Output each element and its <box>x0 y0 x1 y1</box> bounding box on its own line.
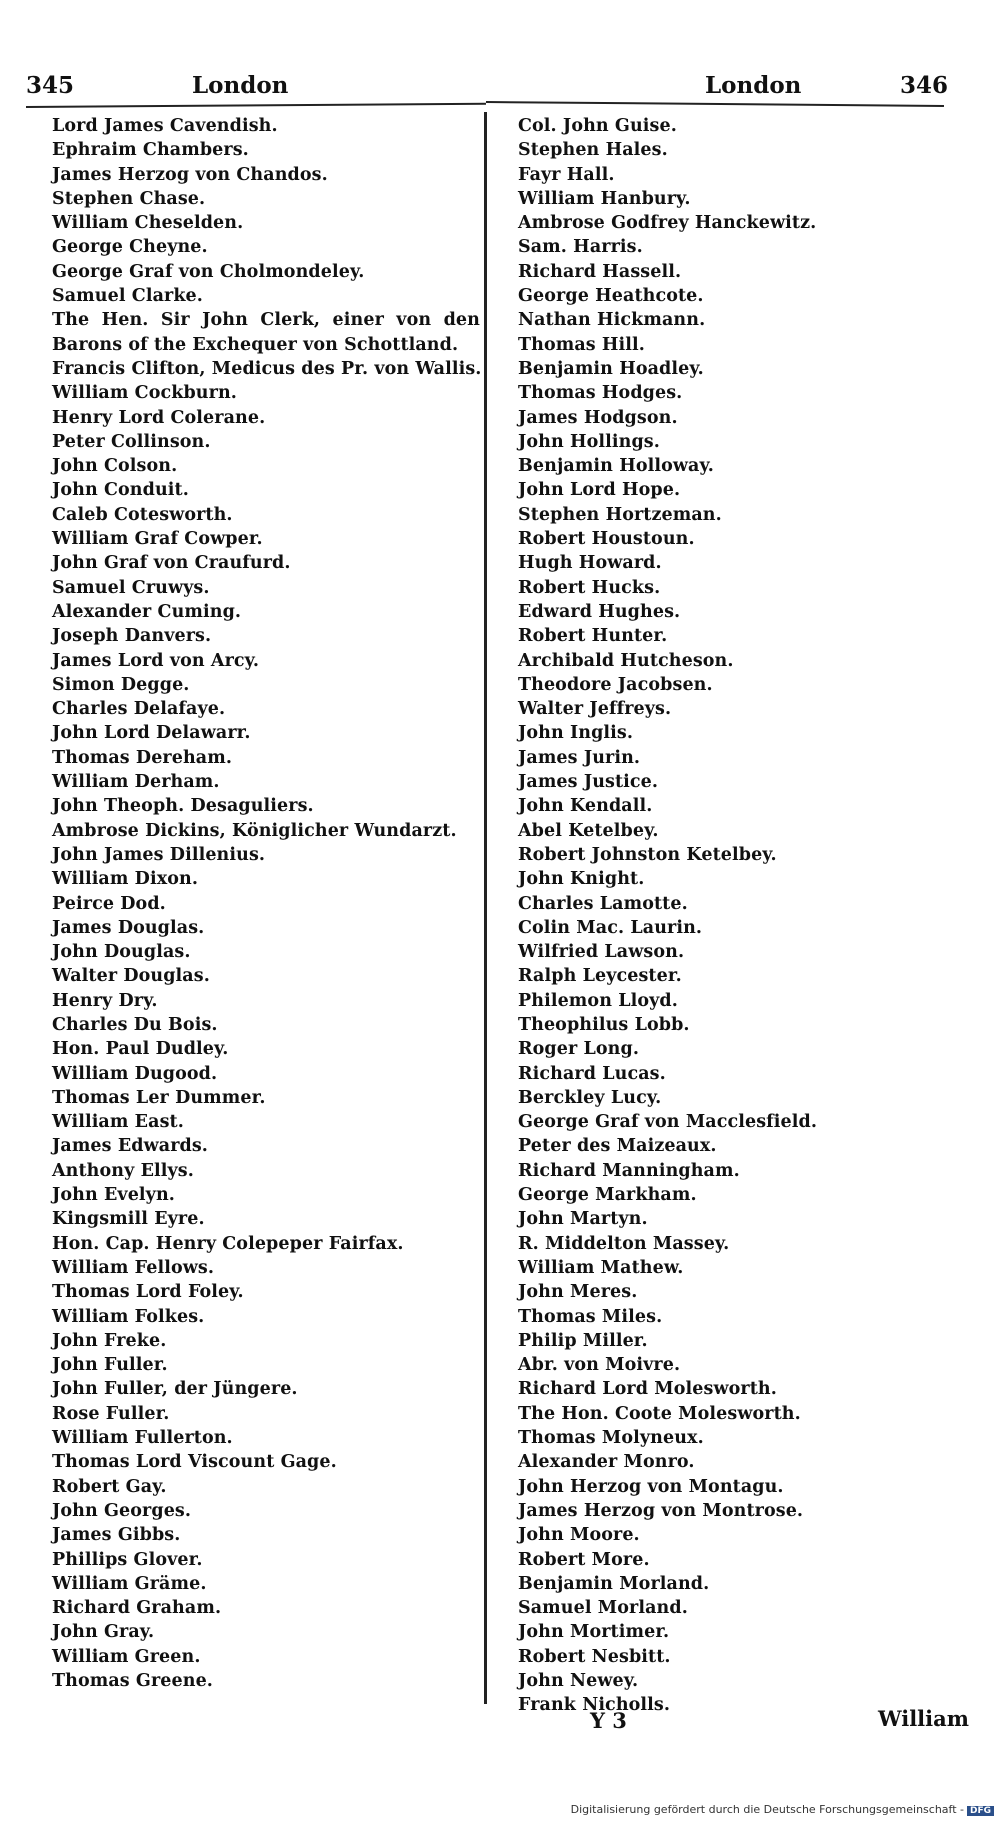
header-rule-right <box>486 101 944 107</box>
list-item: William Fullerton. <box>52 1428 233 1449</box>
list-item: Frank Nicholls. <box>518 1695 671 1716</box>
digitization-footer <box>571 1803 994 1816</box>
list-item: William Dugood. <box>52 1063 218 1084</box>
list-item: James Herzog von Montrose. <box>518 1500 804 1521</box>
list-item: John Kendall. <box>518 796 653 817</box>
list-item: Thomas Greene. <box>52 1671 214 1691</box>
list-item: Charles Du Bois. <box>52 1014 218 1035</box>
list-item: Hon. Paul Dudley. <box>52 1039 229 1060</box>
list-item: Samuel Morland. <box>518 1598 688 1619</box>
list-item: Abel Ketelbey. <box>518 820 659 841</box>
list-item: Kingsmill Eyre. <box>52 1209 205 1230</box>
list-item: George Graf von Cholmondeley. <box>52 261 365 282</box>
list-item: James Justice. <box>518 772 659 793</box>
list-item: Charles Delafaye. <box>52 699 226 720</box>
list-item: William Cheselden. <box>52 213 244 234</box>
list-item: John Evelyn. <box>52 1185 175 1206</box>
list-item: John Fuller. <box>52 1355 168 1376</box>
list-item: John Lord Hope. <box>518 480 681 501</box>
list-item: William Derham. <box>52 772 220 793</box>
list-item: Colin Mac. Laurin. <box>518 917 703 938</box>
list-item: Alexander Cuming. <box>52 601 242 622</box>
header-rule-left <box>26 103 486 108</box>
list-item: James Gibbs. <box>52 1525 181 1546</box>
list-item: Abr. von Moivre. <box>518 1355 681 1376</box>
list-item: James Douglas. <box>52 917 205 938</box>
list-item: Rose Fuller. <box>52 1403 170 1424</box>
list-item: The Hen. Sir John Clerk, einer von den Barons of the Exchequer von Schottland. <box>52 310 480 355</box>
list-item: Thomas Hodges. <box>518 383 683 404</box>
left-page-number: 345 <box>26 72 75 99</box>
list-item: Col. John Guise. <box>518 116 677 136</box>
list-item: John Martyn. <box>518 1209 648 1230</box>
list-item: Stephen Hales. <box>518 140 668 161</box>
list-item: James Herzog von Chandos. <box>52 164 328 185</box>
list-item: Robert Hucks. <box>518 577 661 598</box>
list-item: John Moore. <box>518 1525 640 1546</box>
column-divider <box>484 112 487 1704</box>
list-item: John Freke. <box>52 1330 167 1351</box>
list-item: Thomas Lord Viscount Gage. <box>52 1452 337 1473</box>
list-item: R. Middelton Massey. <box>518 1233 730 1254</box>
right-running-title: London <box>705 72 802 99</box>
list-item: John Graf von Craufurd. <box>52 553 291 574</box>
list-item: George Markham. <box>518 1185 697 1206</box>
list-item: William East. <box>52 1112 184 1133</box>
list-item: Robert Houstoun. <box>518 529 695 550</box>
list-item: William Cockburn. <box>52 383 237 404</box>
list-item: Ephraim Chambers. <box>52 140 249 161</box>
list-item: Robert Nesbitt. <box>518 1646 671 1667</box>
list-item: John Inglis. <box>518 723 634 744</box>
list-item: Lord James Cavendish. <box>52 116 278 136</box>
list-item: Ambrose Dickins, Königlicher Wundarzt. <box>52 820 457 841</box>
list-item: Philip Miller. <box>518 1330 648 1351</box>
list-item: Thomas Hill. <box>518 334 645 355</box>
list-item: Hon. Cap. Henry Colepeper Fairfax. <box>52 1233 404 1254</box>
left-running-title: London <box>192 72 289 99</box>
dfg-logo: DFG <box>967 1806 994 1816</box>
left-name-list <box>52 114 480 1693</box>
list-item: Alexander Monro. <box>518 1452 695 1473</box>
list-item: Robert More. <box>518 1549 650 1570</box>
list-item: William Dixon. <box>52 869 199 890</box>
list-item: John Herzog von Montagu. <box>518 1476 784 1497</box>
list-item: William Green. <box>52 1646 201 1667</box>
list-item: Roger Long. <box>518 1039 640 1060</box>
list-item: George Graf von Macclesfield. <box>518 1112 818 1133</box>
list-item: John Mortimer. <box>518 1622 670 1643</box>
list-item: John Theoph. Desaguliers. <box>52 796 314 817</box>
list-item: James Jurin. <box>518 747 641 768</box>
list-item: John Douglas. <box>52 942 191 963</box>
catchword: William <box>878 1706 969 1731</box>
list-item: Walter Douglas. <box>52 966 210 987</box>
list-item: Wilfried Lawson. <box>518 942 685 963</box>
list-item: Henry Dry. <box>52 990 158 1011</box>
list-item: John James Dillenius. <box>52 844 266 865</box>
list-item: John Newey. <box>518 1671 639 1691</box>
list-item: William Graf Cowper. <box>52 529 263 550</box>
list-item: James Hodgson. <box>518 407 678 428</box>
list-item: Phillips Glover. <box>52 1549 203 1570</box>
list-item: Benjamin Hoadley. <box>518 358 704 379</box>
list-item: Fayr Hall. <box>518 164 615 185</box>
list-item: Samuel Clarke. <box>52 286 203 307</box>
list-item: Peter Collinson. <box>52 431 211 452</box>
list-item: John Conduit. <box>52 480 189 501</box>
list-item: Stephen Chase. <box>52 188 206 209</box>
list-item: Benjamin Holloway. <box>518 456 714 477</box>
list-item: George Heathcote. <box>518 286 704 307</box>
list-item: Samuel Cruwys. <box>52 577 210 598</box>
list-item: The Hon. Coote Molesworth. <box>518 1403 801 1424</box>
list-item: Theodore Jacobsen. <box>518 674 713 695</box>
list-item: William Mathew. <box>518 1257 684 1278</box>
list-item: John Gray. <box>52 1622 155 1643</box>
list-item: Nathan Hickmann. <box>518 310 706 331</box>
list-item: William Folkes. <box>52 1306 205 1327</box>
list-item: Joseph Danvers. <box>52 626 212 647</box>
list-item: Stephen Hortzeman. <box>518 504 722 525</box>
list-item: Richard Lord Molesworth. <box>518 1379 777 1400</box>
list-item: Francis Clifton, Medicus des Pr. von Wallis. <box>52 358 482 379</box>
list-item: Ambrose Godfrey Hanckewitz. <box>518 213 817 234</box>
list-item: Thomas Ler Dummer. <box>52 1087 266 1108</box>
list-item: Peter des Maizeaux. <box>518 1136 717 1157</box>
list-item: Richard Lucas. <box>518 1063 666 1084</box>
signature-mark: Y 3 <box>590 1708 627 1733</box>
list-item: John Knight. <box>518 869 645 890</box>
list-item: George Cheyne. <box>52 237 208 258</box>
list-item: Thomas Molyneux. <box>518 1428 704 1449</box>
list-item: Simon Degge. <box>52 674 190 695</box>
list-item: James Edwards. <box>52 1136 208 1157</box>
list-item: John Hollings. <box>518 431 660 452</box>
list-item: Hugh Howard. <box>518 553 662 574</box>
list-item: William Gräme. <box>52 1573 207 1594</box>
list-item: Berckley Lucy. <box>518 1087 662 1108</box>
list-item: William Fellows. <box>52 1257 215 1278</box>
list-item: Richard Graham. <box>52 1598 222 1619</box>
list-item: Charles Lamotte. <box>518 893 688 914</box>
right-name-list <box>518 114 958 1718</box>
list-item: William Hanbury. <box>518 188 691 209</box>
list-item: James Lord von Arcy. <box>52 650 260 671</box>
list-item: Archibald Hutcheson. <box>518 650 734 671</box>
list-item: Henry Lord Colerane. <box>52 407 266 428</box>
list-item: Robert Johnston Ketelbey. <box>518 844 777 865</box>
list-item: Robert Gay. <box>52 1476 167 1497</box>
list-item: Thomas Lord Foley. <box>52 1282 244 1303</box>
list-item: John Lord Delawarr. <box>52 723 251 744</box>
right-page-number: 346 <box>900 72 949 99</box>
list-item: Philemon Lloyd. <box>518 990 678 1011</box>
list-item: Ralph Leycester. <box>518 966 682 987</box>
list-item: Theophilus Lobb. <box>518 1014 690 1035</box>
list-item: Walter Jeffreys. <box>518 699 672 720</box>
list-item: Edward Hughes. <box>518 601 681 622</box>
list-item: John Fuller, der Jüngere. <box>52 1379 298 1400</box>
list-item: John Georges. <box>52 1500 192 1521</box>
list-item: Richard Manningham. <box>518 1160 740 1181</box>
list-item: Benjamin Morland. <box>518 1573 710 1594</box>
list-item: Robert Hunter. <box>518 626 668 647</box>
list-item: Anthony Ellys. <box>52 1160 194 1181</box>
list-item: Peirce Dod. <box>52 893 166 914</box>
footer-text: Digitalisierung gefördert durch die Deutsche Forschungsgemeinschaft - <box>570 1803 964 1816</box>
list-item: Sam. Harris. <box>518 237 643 258</box>
list-item: Caleb Cotesworth. <box>52 504 233 525</box>
list-item: Richard Hassell. <box>518 261 682 282</box>
list-item: Thomas Dereham. <box>52 747 233 768</box>
list-item: John Colson. <box>52 456 178 477</box>
list-item: Thomas Miles. <box>518 1306 663 1327</box>
list-item: John Meres. <box>518 1282 638 1303</box>
